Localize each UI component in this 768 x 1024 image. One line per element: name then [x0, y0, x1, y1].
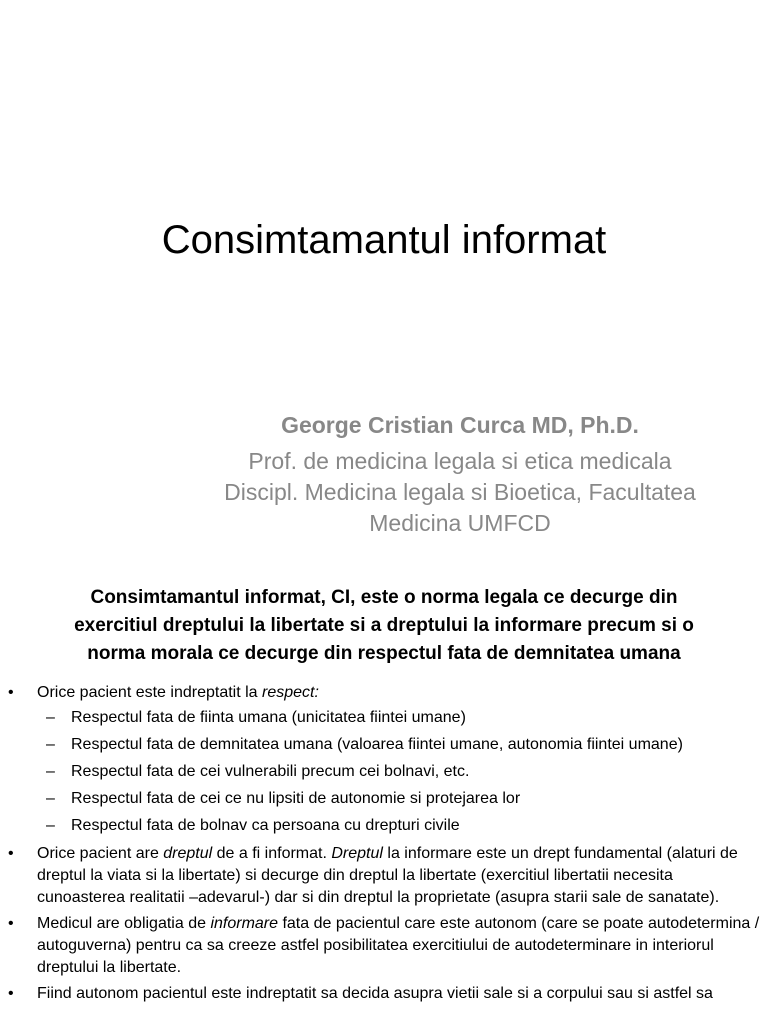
- sub-item: – Respectul fata de fiinta umana (unicitatea fiintei umane): [0, 704, 768, 731]
- bullet-text: Orice pacient are: [37, 845, 164, 862]
- heading-line-1: Consimtamantul informat, CI, este o norma legala ce decurge din: [90, 587, 678, 608]
- heading-line-2: exercitiul dreptului la libertate si a dreptului la informare precum si o: [74, 615, 694, 636]
- bullet-italic: Dreptul: [331, 845, 383, 862]
- bullet-text: la informare este un drept fundamental (alaturi de dreptul la viata si la libertate) si decurge din dreptul la libertate (exercitiul libertatii necesita cunoasterea realitatii –adevarul-) dar si din dreptul la proprietate (asupra starii sale de sanatate).: [37, 845, 738, 906]
- affiliation-line-1: Discipl. Medicina legala si Bioetica, Facultatea: [224, 479, 696, 505]
- sub-item: – Respectul fata de cei vulnerabili precum cei bolnavi, etc.: [0, 758, 768, 785]
- presentation-title: Consimtamantul informat: [161, 218, 607, 262]
- bullet-obligation: [0, 913, 768, 979]
- bullet-italic: informare: [210, 915, 279, 932]
- bullet-italic: respect:: [262, 684, 319, 701]
- bullet-text: Fiind autonom pacientul este indreptatit sa decida asupra vietii sale si a corpului sau si astfel sa: [37, 985, 713, 1002]
- bullet-text: de a fi informat.: [212, 845, 332, 862]
- sub-item: – Respectul fata de bolnav ca persoana cu drepturi civile: [0, 812, 768, 839]
- bullet-respect: [0, 682, 768, 704]
- slide-heading: [36, 584, 732, 668]
- author-role: Prof. de medicina legala si etica medicala: [248, 448, 672, 474]
- bullet-text: Orice pacient este indreptatit la: [37, 684, 263, 701]
- bullet-text: fata de pacientul care este autonom (care se poate autodetermina / autoguverna) pentru ca sa creeze astfel posibilitatea exercitiului de autodeterminare in interiorul dreptului la libertate.: [37, 915, 760, 976]
- bullet-right-to-information: [0, 843, 768, 909]
- author-name: George Cristian Curca MD, Ph.D.: [281, 412, 639, 438]
- content-slide: [0, 576, 768, 1024]
- heading-line-3: norma morala ce decurge din respectul fata de demnitatea umana: [87, 643, 681, 664]
- sub-item: – Respectul fata de cei ce nu lipsiti de autonomie si protejarea lor: [0, 785, 768, 812]
- bullet-list: [0, 682, 768, 1005]
- bullet-italic: dreptul: [163, 845, 213, 862]
- bullet-text: Medicul are obligatia de: [37, 915, 211, 932]
- sub-item: – Respectul fata de demnitatea umana (valoarea fiintei umane, autonomia fiintei umane): [0, 731, 768, 758]
- bullet-autonomy: [0, 983, 768, 1005]
- affiliation-line-2: Medicina UMFCD: [369, 510, 551, 536]
- subtitle-block: [190, 410, 730, 539]
